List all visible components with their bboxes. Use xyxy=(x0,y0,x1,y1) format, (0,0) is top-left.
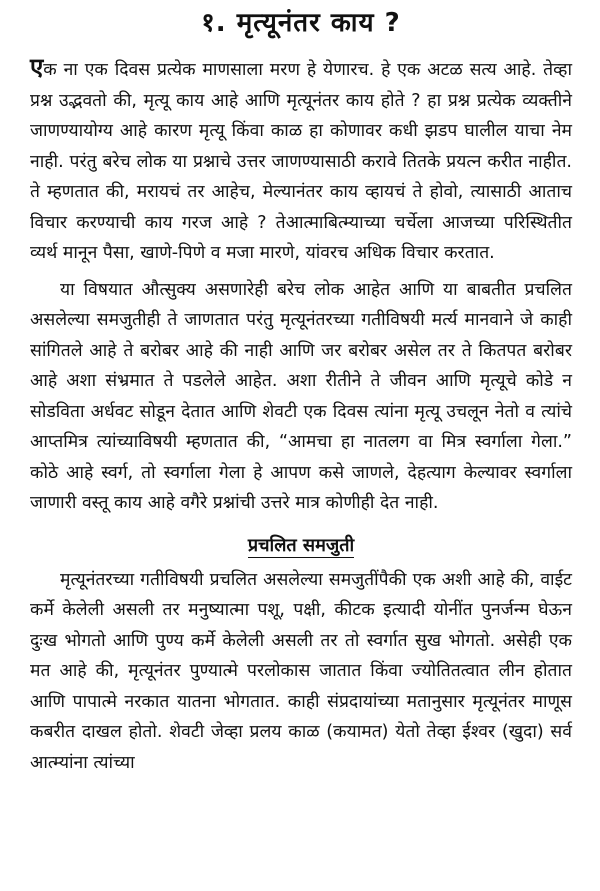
section-heading xyxy=(30,531,572,561)
chapter-title: १. मृत्यूनंतर काय ? xyxy=(201,8,401,38)
section-heading-text: प्रचलित समजुती xyxy=(247,534,355,556)
paragraph-1-text: क ना एक दिवस प्रत्येक माणसाला मरण हे येणारच. हे एक अटळ सत्य आहे. तेव्हा प्रश्न उद्भवतो की, मृत्यू काय आहे आणि मृत्यूनंतर काय होते ? हा प्रश्न प्रत्येक व्यक्तीने जाणण्यायोग्य आहे कारण मृत्यू किंवा काळ हा कोणावर कधी झडप घालील याचा नेम नाही. परंतु बरेच लोक या प्रश्नाचे उत्तर जाणण्यासाठी करावे तितके प्रयत्न करीत नाहीत. ते म्हणतात की, मरायचं तर आहेच, मेल्यानंतर काय व्हायचं ते होवो, त्यासाठी आताच विचार करण्याची काय गरज आहे ? तेआत्माबित्म्याच्या चर्चेला आजच्या परिस्थितीत व्यर्थ मानून पैसा, खाणे-पिणे व मजा मारणे, यांवरच अधिक विचार करतात. xyxy=(30,60,572,263)
drop-cap: ए xyxy=(30,53,44,81)
paragraph-3: मृत्यूनंतरच्या गतीविषयी प्रचलित असलेल्या समजुतींपैकी एक अशी आहे की, वाईट कर्मे केलेली असली तर मनुष्यात्मा पशू, पक्षी, कीटक इत्यादी योनींत पुनर्जन्म घेऊन दुःख भोगतो आणि पुण्य कर्मे केलेली असली तर तो स्वर्गात सुख भोगतो. असेही एक मत आहे की, मृत्यूनंतर पुण्यात्मे परलोकास जातात किंवा ज्योतितत्वात लीन होतात आणि पापात्मे नरकात यातना भोगतात. काही संप्रदायांच्या मतानुसार मृत्यूनंतर माणूस कबरीत दाखल होतो. शेवटी जेव्हा प्रलय काळ (कयामत) येतो तेव्हा ईश्वर (खुदा) सर्व आत्म्यांना त्यांच्या xyxy=(30,569,572,773)
paragraph-1 xyxy=(30,52,572,269)
paragraph-2: या विषयात औत्सुक्य असणारेही बरेच लोक आहेत आणि या बाबतीत प्रचलित असलेल्या समजुतीही ते जाणतात परंतु मृत्यूनंतरच्या गतीविषयी मर्त्य मानवाने जे काही सांगितले आहे ते बरोबर आहे की नाही आणि जर बरोबर असेल तर ते कितपत बरोबर आहे अशा संभ्रमात ते पडलेले आहेत. अशा रीतीने ते जीवन आणि मृत्यूचे कोडे न सोडविता अर्धवट सोडून देतात आणि शेवटी एक दिवस त्यांना मृत्यू उचलून नेतो व त्यांचे आप्तमित्र त्यांच्याविषयी म्हणतात की, “आमचा हा नातलग वा मित्र स्वर्गाला गेला.” कोठे आहे स्वर्ग, तो स्वर्गाला गेला हे आपण कसे जाणले, देहत्याग केल्यावर स्वर्गाला जाणारी वस्तू काय आहे वगैरे प्रश्नांची उत्तरे मात्र कोणीही देत नाही. xyxy=(30,279,572,513)
